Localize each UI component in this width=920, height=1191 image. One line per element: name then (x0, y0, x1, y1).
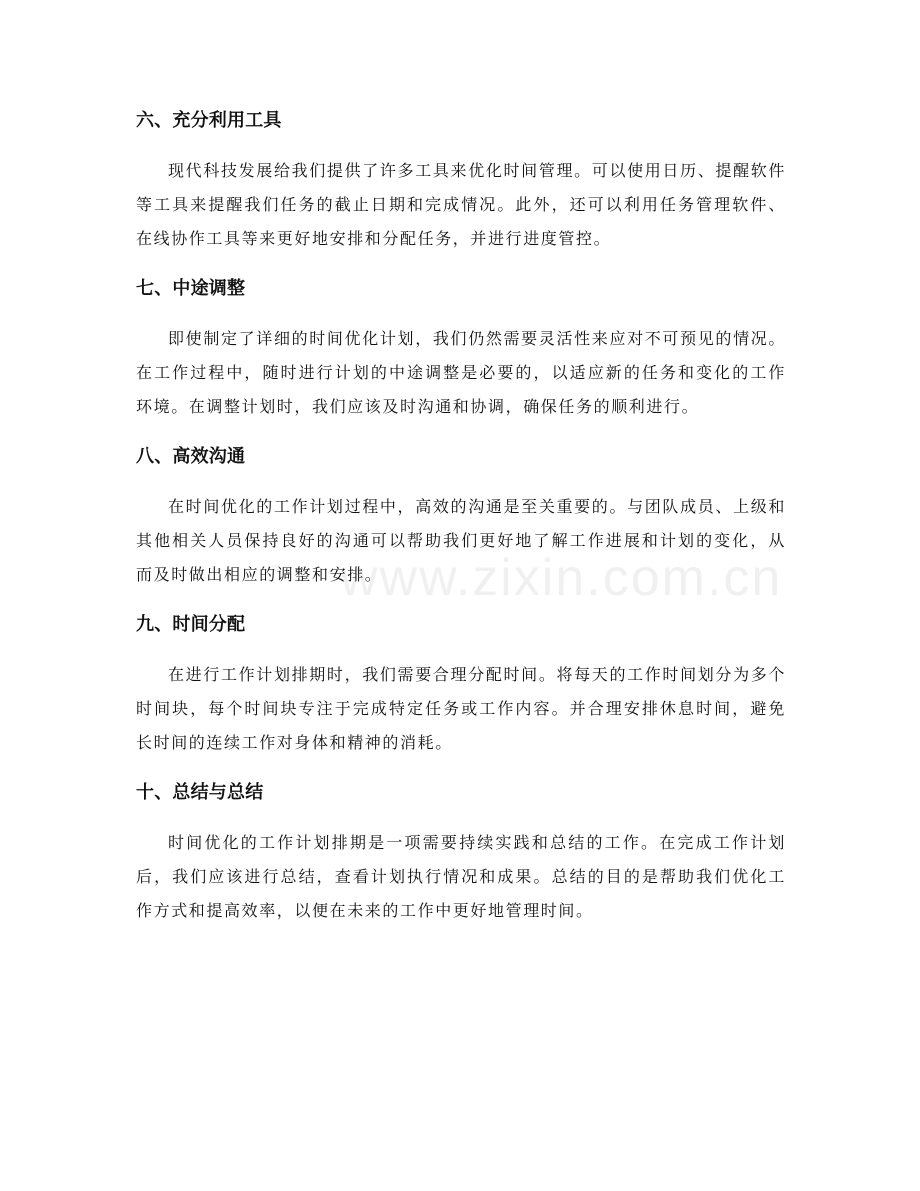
section-tools (136, 106, 786, 256)
section-paragraph: 即使制定了详细的时间优化计划，我们仍然需要灵活性来应对不可预见的情况。在工作过程中，随时进行计划的中途调整是必要的，以适应新的任务和变化的工作环境。在调整计划时，我们应该及时沟通和协调，确保任务的顺利进行。 (136, 329, 786, 416)
section-adjustment (136, 274, 786, 424)
section-communication (136, 442, 786, 592)
section-paragraph: 在时间优化的工作计划过程中，高效的沟通是至关重要的。与团队成员、上级和其他相关人员保持良好的沟通可以帮助我们更好地了解工作进展和计划的变化，从而及时做出相应的调整和安排。 (136, 497, 786, 584)
section-summary (136, 778, 786, 928)
section-heading: 十、总结与总结 (136, 782, 264, 803)
section-paragraph: 时间优化的工作计划排期是一项需要持续实践和总结的工作。在完成工作计划后，我们应该进行总结，查看计划执行情况和成果。总结的目的是帮助我们优化工作方式和提高效率，以便在未来的工作中更好地管理时间。 (136, 833, 786, 920)
section-heading: 八、高效沟通 (136, 446, 246, 467)
section-heading: 六、充分利用工具 (136, 110, 282, 131)
section-heading: 九、时间分配 (136, 614, 246, 635)
section-heading: 七、中途调整 (136, 278, 246, 299)
section-paragraph: 在进行工作计划排期时，我们需要合理分配时间。将每天的工作时间划分为多个时间块，每个时间块专注于完成特定任务或工作内容。并合理安排休息时间，避免长时间的连续工作对身体和精神的消耗。 (136, 665, 786, 752)
watermark: www.zixin.com.cn (340, 549, 783, 607)
document-content (136, 106, 786, 946)
section-paragraph: 现代科技发展给我们提供了许多工具来优化时间管理。可以使用日历、提醒软件等工具来提醒我们任务的截止日期和完成情况。此外，还可以利用任务管理软件、在线协作工具等来更好地安排和分配任务，并进行进度管控。 (136, 161, 786, 248)
section-time-allocation (136, 610, 786, 760)
